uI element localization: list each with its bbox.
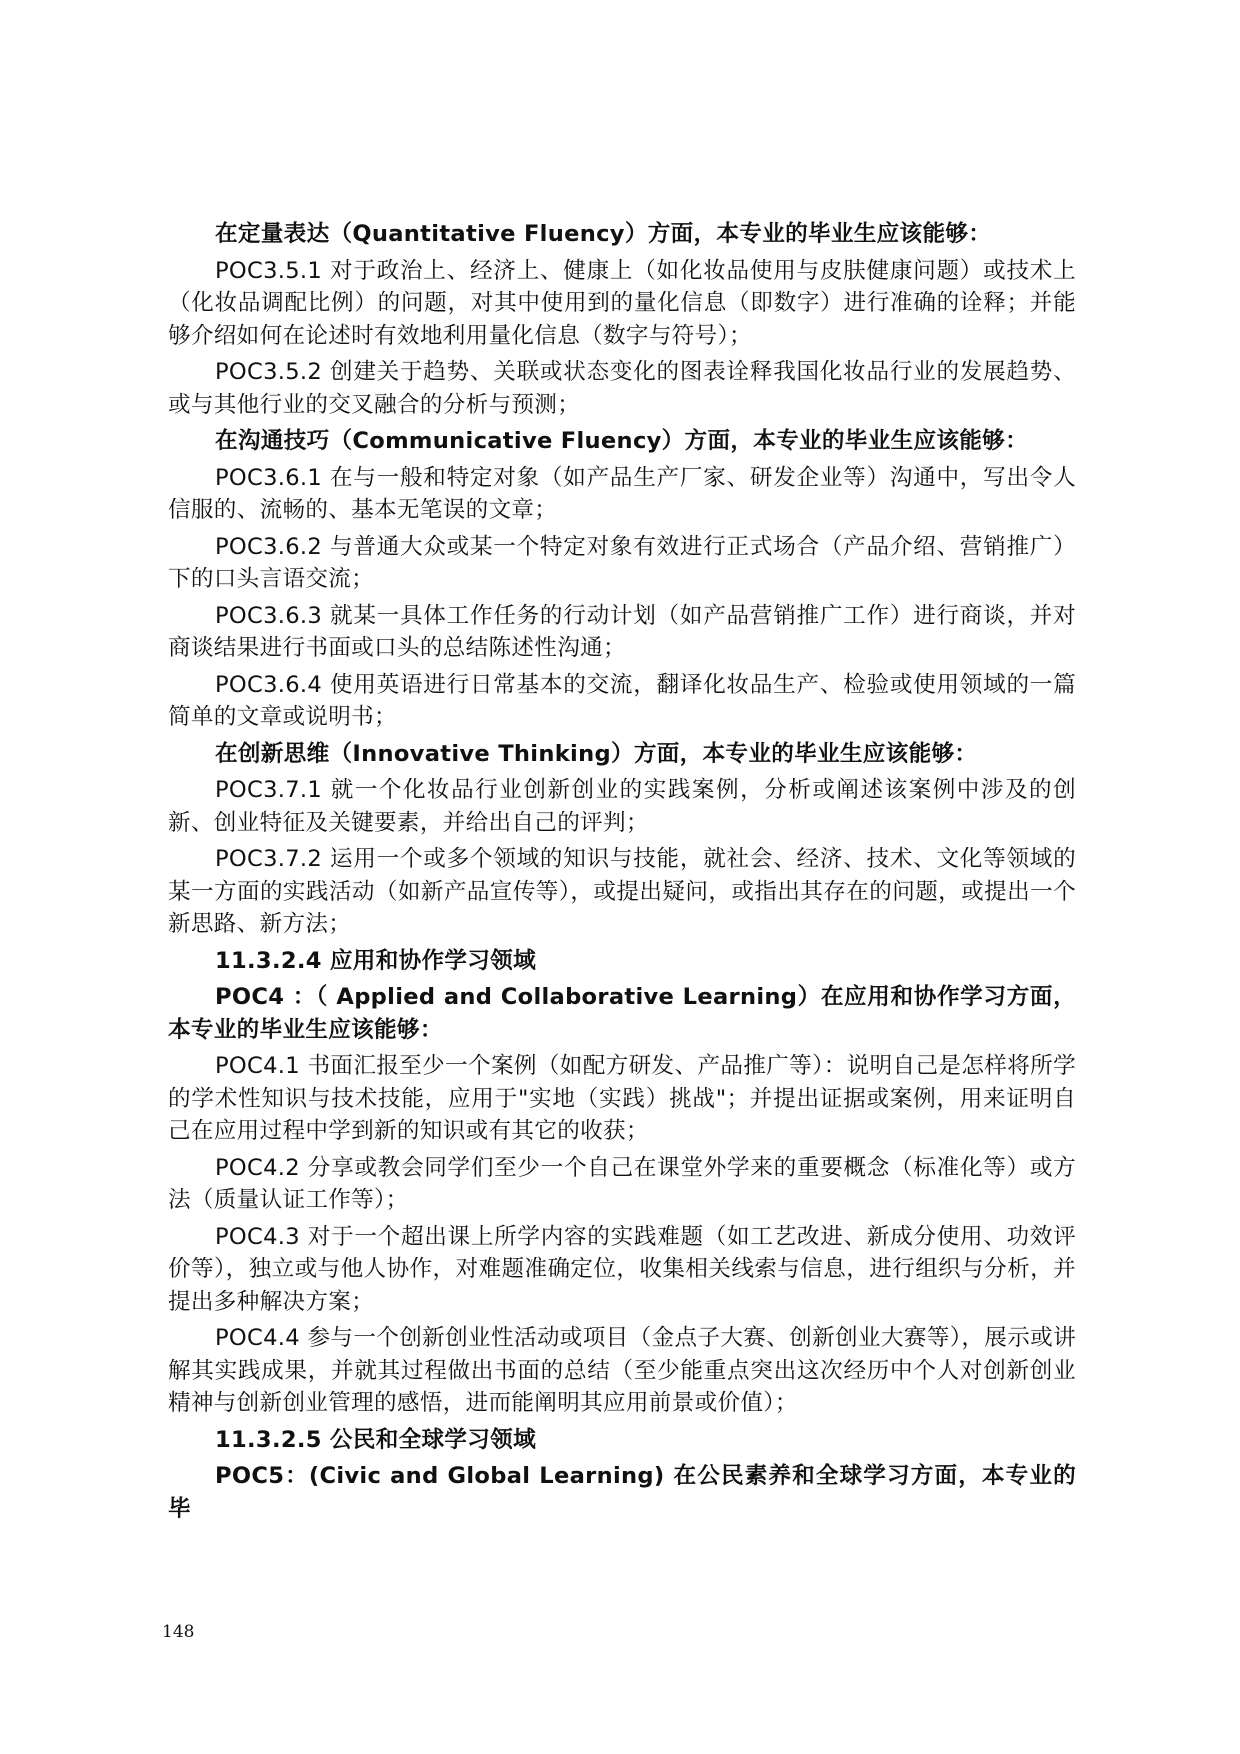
paragraph: POC4.4 参与一个创新创业性活动或项目（金点子大赛、创新创业大赛等），展示或讲解其实践成果，并就其过程做出书面的总结（至少能重点突出这次经历中个人对创新创业精神与创新创业管理的感悟，进而能阐明其应用前景或价值）； [168, 1325, 1076, 1416]
paragraph: POC3.5.1 对于政治上、经济上、健康上（如化妆品使用与皮肤健康问题）或技术上（化妆品调配比例）的问题，对其中使用到的量化信息（即数字）进行准确的诠释；并能够介绍如何在论述时有效地利用量化信息（数字与符号）； [168, 257, 1076, 349]
paragraph: 在沟通技巧（Communicative Fluency）方面，本专业的毕业生应该能够： [215, 428, 1028, 454]
paragraph: 11.3.2.4 应用和协作学习领域 [215, 947, 536, 974]
document-body [168, 218, 1076, 1529]
paragraph: POC3.5.2 创建关于趋势、关联或状态变化的图表诠释我国化妆品行业的发展趋势、或与其他行业的交叉融合的分析与预测； [168, 359, 1076, 418]
page-number: 148 [162, 1622, 195, 1642]
paragraph: POC3.6.2 与普通大众或某一个特定对象有效进行正式场合（产品介绍、营销推广）下的口头言语交流； [168, 533, 1076, 592]
paragraph: 11.3.2.5 公民和全球学习领域 [215, 1426, 536, 1453]
paragraph: POC4 ：（ Applied and Collaborative Learning）在应用和协作学习方面，本专业的毕业生应该能够： [168, 984, 1076, 1043]
paragraph: 在创新思维（Innovative Thinking）方面，本专业的毕业生应该能够： [215, 740, 978, 767]
paragraph: POC3.6.3 就某一具体工作任务的行动计划（如产品营销推广工作）进行商谈，并对商谈结果进行书面或口头的总结陈述性沟通； [168, 602, 1076, 661]
paragraph: POC4.3 对于一个超出课上所学内容的实践难题（如工艺改进、新成分使用、功效评价等），独立或与他人协作，对难题准确定位，收集相关线索与信息，进行组织与分析，并提出多种解决方案； [168, 1223, 1076, 1315]
paragraph: POC4.2 分享或教会同学们至少一个自己在课堂外学来的重要概念（标准化等）或方法（质量认证工作等）； [168, 1154, 1076, 1213]
paragraph: POC3.7.2 运用一个或多个领域的知识与技能，就社会、经济、技术、文化等领域的某一方面的实践活动（如新产品宣传等），或提出疑问，或指出其存在的问题，或提出一个新思路、新方法； [168, 846, 1076, 937]
paragraph: 在定量表达（Quantitative Fluency）方面，本专业的毕业生应该能够： [215, 221, 992, 247]
paragraph: POC5：(Civic and Global Learning) 在公民素养和全球学习方面，本专业的毕 [168, 1463, 1076, 1522]
paragraph: POC3.6.1 在与一般和特定对象（如产品生产厂家、研发企业等）沟通中，写出令人信服的、流畅的、基本无笔误的文章； [168, 464, 1076, 523]
paragraph: POC3.7.1 就一个化妆品行业创新创业的实践案例，分析或阐述该案例中涉及的创新、创业特征及关键要素，并给出自己的评判； [168, 777, 1076, 836]
paragraph: POC3.6.4 使用英语进行日常基本的交流，翻译化妆品生产、检验或使用领域的一篇简单的文章或说明书； [168, 671, 1076, 730]
paragraph: POC4.1 书面汇报至少一个案例（如配方研发、产品推广等）：说明自己是怎样将所学的学术性知识与技术技能，应用于"实地（实践）挑战"；并提出证据或案例，用来证明自己在应用过程中学到新的知识或有其它的收获； [168, 1053, 1076, 1144]
